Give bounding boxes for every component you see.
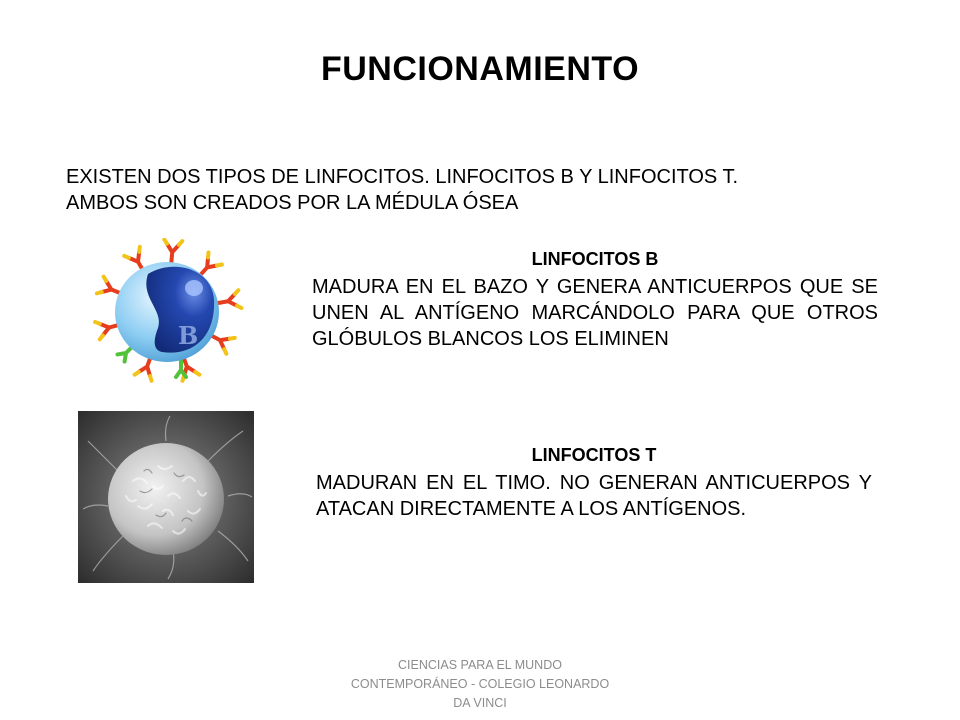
intro-text — [66, 164, 896, 216]
section-linfocitos-t — [316, 442, 872, 522]
intro-line-2: AMBOS SON CREADOS POR LA MÉDULA ÓSEA — [66, 192, 519, 214]
description-linfocitos-b: MADURA EN EL BAZO Y GENERA ANTICUERPOS QUE SE UNEN AL ANTÍGENO MARCÁNDOLO PARA QUE OTROS GLÓBULOS BLANCOS LOS ELIMINEN — [312, 276, 878, 350]
footer-line-1: CIENCIAS PARA EL MUNDO — [398, 658, 562, 672]
cell-body — [108, 443, 224, 555]
description-linfocitos-t: MADURAN EN EL TIMO. NO GENERAN ANTICUERPOS Y ATACAN DIRECTAMENTE A LOS ANTÍGENOS. — [316, 472, 872, 520]
b-lymphocyte-illustration — [78, 238, 256, 386]
intro-line-1: EXISTEN DOS TIPOS DE LINFOCITOS. LINFOCITOS B Y LINFOCITOS T. — [66, 166, 739, 188]
cell-label: B — [178, 321, 199, 350]
slide-title: FUNCIONAMIENTO — [320, 50, 640, 88]
slide-footer — [330, 656, 630, 713]
section-linfocitos-b — [312, 246, 878, 352]
footer-line-2: CONTEMPORÁNEO - COLEGIO LEONARDO — [350, 677, 610, 691]
footer-line-3: DA VINCI — [453, 696, 507, 710]
t-lymphocyte-micrograph — [78, 411, 254, 583]
heading-linfocitos-t: LINFOCITOS T — [531, 445, 657, 465]
heading-linfocitos-b: LINFOCITOS B — [531, 249, 659, 269]
